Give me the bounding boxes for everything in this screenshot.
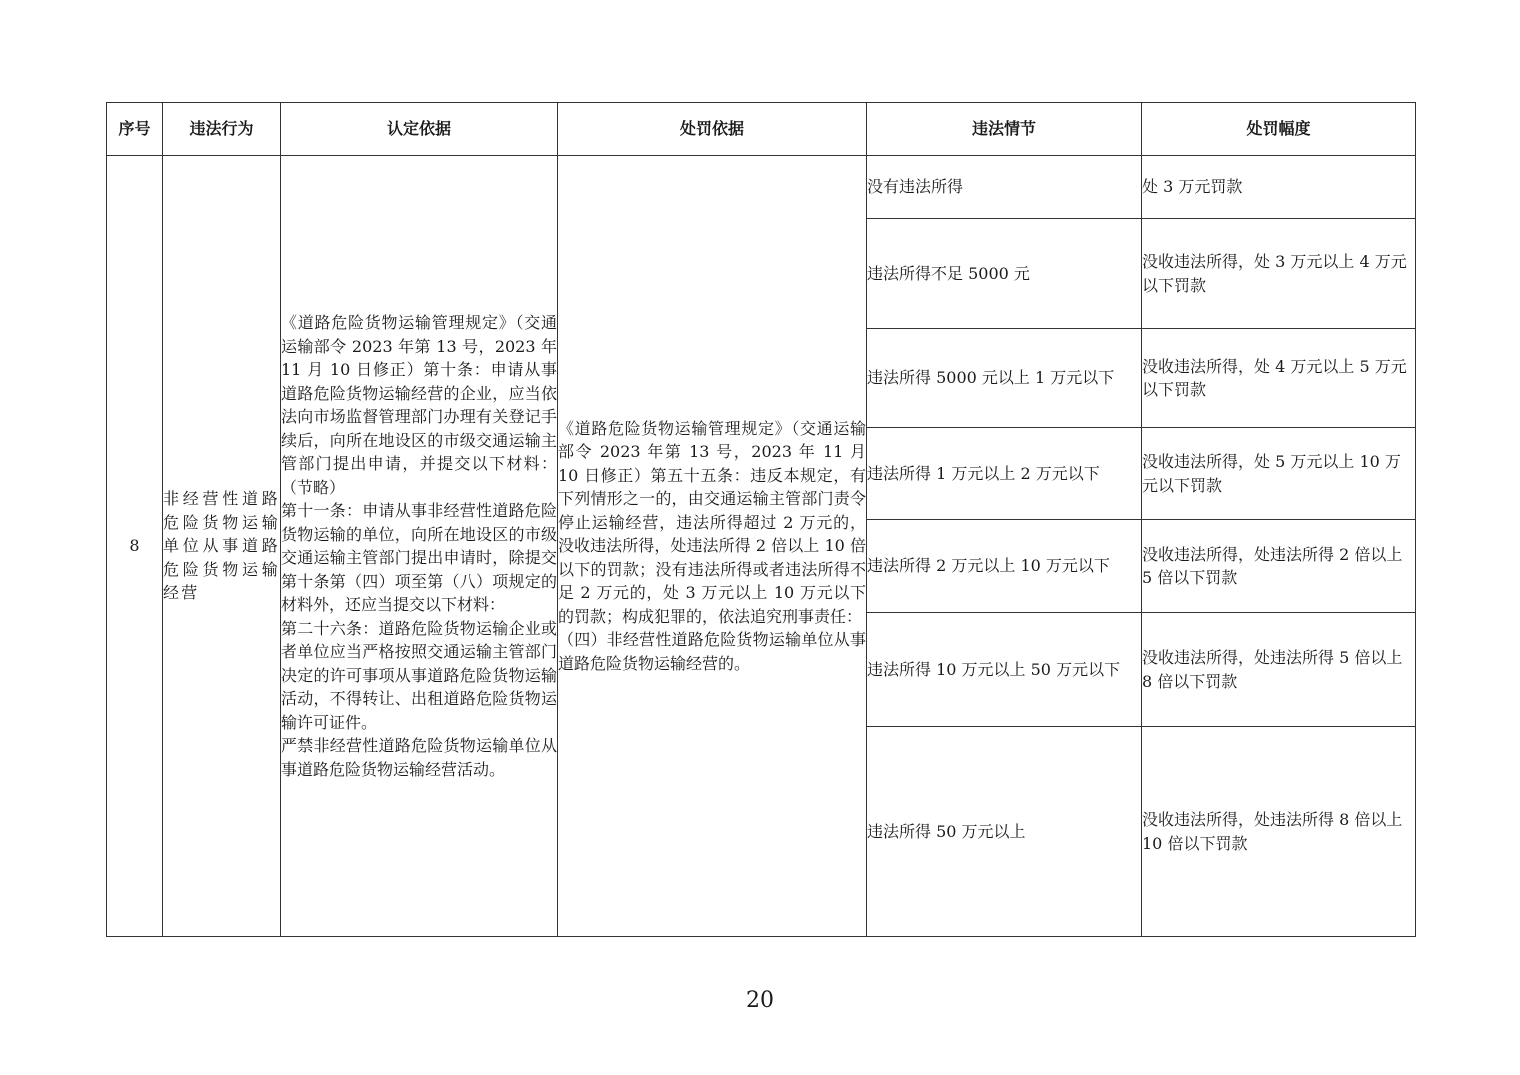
basis-paragraph: 第十一条：申请从事非经营性道路危险货物运输的单位，向所在地设区的市级交通运输主管部门提出申请时，除提交第十条第（四）项至第（八）项规定的材料外，还应当提交以下材料：: [281, 501, 557, 614]
circumstance-cell: 违法所得 2 万元以上 10 万元以下: [867, 520, 1142, 613]
penalty-paragraph: 《道路危险货物运输管理规定》（交通运输部令 2023 年第 13 号，2023 年 11 月 10 日修正）第五十五条：违反本规定，有下列情形之一的，由交通运输主管部门责令停止运输经营，违法所得超过 2 万元的，没收违法所得，处违法所得 2 倍以上 10 倍以下的罚款；没有违法所得或者违法所得不足 2 万元的，处 3 万元以上 10 万元以下的罚款；构成犯罪的，依法追究刑事责任：: [558, 418, 866, 626]
penalty-range-cell: 处 3 万元罚款: [1142, 156, 1416, 219]
circumstance-cell: 违法所得 5000 元以上 1 万元以下: [867, 329, 1142, 428]
header-act: 违法行为: [163, 103, 281, 156]
penalty-table: [106, 102, 1416, 937]
table-row: [107, 156, 1416, 219]
header-range: 处罚幅度: [1142, 103, 1416, 156]
entry-recognition-basis: [281, 156, 558, 937]
penalty-range-cell: 没收违法所得，处 3 万元以上 4 万元以下罚款: [1142, 219, 1416, 329]
circumstance-cell: 违法所得不足 5000 元: [867, 219, 1142, 329]
header-circumstance: 违法情节: [867, 103, 1142, 156]
penalty-paragraph: （四）非经营性道路危险货物运输单位从事道路危险货物运输经营的。: [558, 630, 866, 673]
header-seq: 序号: [107, 103, 163, 156]
penalty-range-cell: 没收违法所得，处违法所得 8 倍以上 10 倍以下罚款: [1142, 727, 1416, 937]
page-number: 20: [746, 988, 774, 1013]
header-penalty: 处罚依据: [558, 103, 867, 156]
entry-penalty-basis: [558, 156, 867, 937]
circumstance-cell: 违法所得 50 万元以上: [867, 727, 1142, 937]
header-basis: 认定依据: [281, 103, 558, 156]
circumstance-cell: 没有违法所得: [867, 156, 1142, 219]
entry-violation-act: 非经营性道路危险货物运输单位从事道路危险货物运输经营: [163, 156, 281, 937]
entry-seq: 8: [107, 156, 163, 937]
circumstance-cell: 违法所得 10 万元以上 50 万元以下: [867, 613, 1142, 727]
penalty-range-cell: 没收违法所得，处违法所得 2 倍以上 5 倍以下罚款: [1142, 520, 1416, 613]
penalty-range-cell: 没收违法所得，处违法所得 5 倍以上 8 倍以下罚款: [1142, 613, 1416, 727]
penalty-range-cell: 没收违法所得，处 4 万元以上 5 万元以下罚款: [1142, 329, 1416, 428]
basis-paragraph: 严禁非经营性道路危险货物运输单位从事道路危险货物运输经营活动。: [281, 736, 557, 779]
circumstance-cell: 违法所得 1 万元以上 2 万元以下: [867, 428, 1142, 520]
basis-paragraph: 第二十六条：道路危险货物运输企业或者单位应当严格按照交通运输主管部门决定的许可事项从事道路危险货物运输活动，不得转让、出租道路危险货物运输许可证件。: [281, 618, 557, 732]
penalty-range-cell: 没收违法所得，处 5 万元以上 10 万元以下罚款: [1142, 428, 1416, 520]
header-row: [107, 103, 1416, 156]
basis-paragraph: 《道路危险货物运输管理规定》（交通运输部令 2023 年第 13 号，2023 年 11 月 10 日修正）第十条：申请从事道路危险货物运输经营的企业，应当依法向市场监督管理部门办理有关登记手续后，向所在地设区的市级交通运输主管部门提出申请，并提交以下材料：（节略）: [281, 313, 557, 497]
